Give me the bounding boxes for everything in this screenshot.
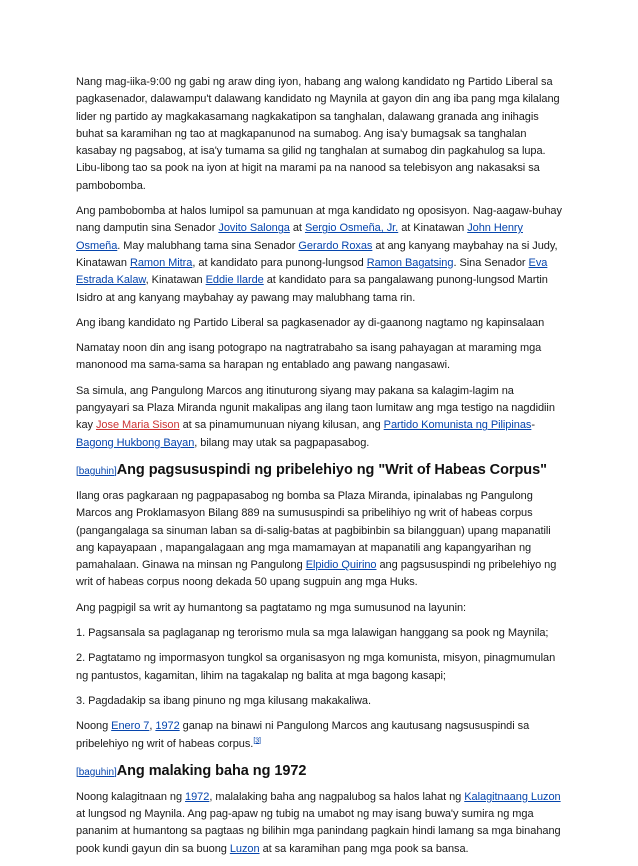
paragraph-photographer: Namatay noon din ang isang potograpo na nagtratrabaho sa isang pahayagan at maraming mga manonood ma sama-sama sa harapan ng entablado ang pawang nangasawi. <box>76 342 542 372</box>
link-gerardo-roxas[interactable]: Gerardo Roxas <box>298 239 373 252</box>
reference-link[interactable]: [3] <box>253 736 261 744</box>
link-luzon[interactable]: Luzon <box>229 842 260 855</box>
paragraph-writ-restored: Noong Enero 7, 1972 ganap na binawi ni Pangulong Marcos ang kautusang nagsususpindi sa pribelehiyo ng writ of habeas corpus.[3] <box>76 720 530 750</box>
paragraph-bombing-scene: Nang mag-iika-9:00 ng gabi ng araw ding iyon, habang ang walong kandidato ng Partido Liberal sa pagkasenador, dalawampu't dalawang kandidato ng Maynila at gayon din ang iba pang mga kilalang lider ng partido ay magkakasamang nagkakatipon sa tanghalan, dalawang granada ang inihagis buhat sa karamihan ng tao at magkapanunod na sumabog. Ang isa'y bumagsak sa tanghalan kasabay ng pagsabog, at isa'y tumama sa gilid ng tanghalan at sumabog din pagkahulog sa lupa. Libu-libong tao sa pook na iyon at higit na marami pa na nanood sa telebisyon ang nakasaksi sa pambobomba. <box>76 76 560 192</box>
link-enero-7[interactable]: Enero 7 <box>111 720 150 733</box>
paragraph-flood: Noong kalagitnaan ng 1972, malalaking baha ang nagpalubog sa halos lahat ng Kalagitnaang Luzon at lungsod ng Maynila. Ang pag-apaw ng tubig na umabot ng may isang buwa'y sumira ng mga pananim at humantong sa pagtaas ng bilihin mga panindang pagkain hindi lamang sa mga binahang pook kundi gayun din sa buong Luzon at sa karamihan pang mga pook sa bansa. <box>76 790 561 855</box>
section-heading-habeas-corpus <box>76 460 566 482</box>
link-bagong-hukbong-bayan[interactable]: Bagong Hukbong Bayan <box>76 436 195 449</box>
paragraph-casualties: Ang pambobomba at halos lumipol sa pamunuan at mga kandidato ng oposisyon. Nag-aagaw-buhay nang damputin sina Senador Jovito Salonga at Sergio Osmeña, Jr. at Kinatawan John Henry Osmeña. May malubhang tama sina Senador Gerardo Roxas at ang kanyang maybahay na si Judy, Kinatawan Ramon Mitra, at kandidato para punong-lungsod Ramon Bagatsing. Sina Senador Eva Estrada Kalaw, Kinatawan Eddie Ilarde at kandidato para sa pangalawang punong-lungsod Martin Isidro at ang kanyang maybahay ay pawang may malubhang tama rin. <box>76 205 562 304</box>
link-jose-maria-sison[interactable]: Jose Maria Sison <box>95 419 180 432</box>
section-title: Ang pagsususpindi ng pribelehiyo ng "Writ of Habeas Corpus" <box>116 461 547 478</box>
paragraph-proclamation: Ilang oras pagkaraan ng pagpapasabog ng bomba sa Plaza Miranda, ipinalabas ng Pangulong Marcos ang Proklamasyon Bilang 889 na sumususpindi sa pribelihiyo ng writ of habeas corpus (pangangalaga sa sinuman laban sa di-salig-batas at pagbibinbin sa bilangguan) upang mapanatili ang kapayapaan , mapangalagaan ang mga mamamayan at mapanatili ang kapangyarihan ng pamahalaan. Ginawa na minsan ng Pangulong Elpidio Quirino ang pagsususpindi ng pribelehiyo ng writ of habeas corpus noong dekada 50 upang sugpuin ang mga Huks. <box>76 489 557 589</box>
link-1972-flood[interactable]: 1972 <box>185 790 210 803</box>
paragraph-objectives-intro: Ang pagpigil sa writ ay humantong sa pagtatamo ng mga sumusunod na layunin: <box>76 601 467 614</box>
paragraph-blame: Sa simula, ang Pangulong Marcos ang itinuturong siyang may pakana sa kalagim-lagim na pangyayari sa Plaza Miranda ngunit makalipas ang ilang taon lumitaw ang mga testigo na nagdidiin kay Jose Maria Sison at sa pinamumunuan niyang kilusan, ang Partido Komunista ng Pilipinas- Bagong Hukbong Bayan, bilang may utak sa pagpapasabog. <box>76 384 555 449</box>
section-heading-flood <box>76 761 566 783</box>
link-partido-komunista[interactable]: Partido Komunista ng Pilipinas <box>383 419 532 432</box>
link-john-henry-osmena[interactable]: John Henry Osmeña <box>76 222 523 252</box>
link-ramon-bagatsing[interactable]: Ramon Bagatsing <box>366 256 454 269</box>
edit-link[interactable]: [baguhin] <box>76 766 117 778</box>
edit-link[interactable]: [baguhin] <box>76 465 117 477</box>
list-item-objective-1: 1. Pagsansala sa paglaganap ng terorismo mula sa mga lalawigan hanggang sa pook ng Maynila; <box>76 627 549 640</box>
list-item-objective-2: 2. Pagtatamo ng impormasyon tungkol sa organisasyon ng mga komunista, misyon, pinagmumulan ng pantustos, kagamitan, lihim na tagakalap ng balita at mga bagong kasapi; <box>76 652 556 682</box>
link-elpidio-quirino[interactable]: Elpidio Quirino <box>305 559 377 572</box>
link-eva-estrada-kalaw[interactable]: Eva Estrada Kalaw <box>76 256 548 287</box>
link-1972[interactable]: 1972 <box>155 720 180 733</box>
link-sergio-osmena-jr[interactable]: Sergio Osmeña, Jr. <box>304 222 399 235</box>
section-title: Ang malaking baha ng 1972 <box>116 762 307 779</box>
paragraph-other-candidates: Ang ibang kandidato ng Partido Liberal sa pagkasenador ay di-gaanong nagtamo ng kapinsalaan <box>76 316 545 329</box>
link-ramon-mitra[interactable]: Ramon Mitra <box>129 256 193 269</box>
list-item-objective-3: 3. Pagdadakip sa ibang pinuno ng mga kilusang makakaliwa. <box>76 694 371 707</box>
link-kalagitnaang-luzon[interactable]: Kalagitnaang Luzon <box>464 790 561 803</box>
link-eddie-ilarde[interactable]: Eddie Ilarde <box>205 274 264 287</box>
link-jovito-salonga[interactable]: Jovito Salonga <box>218 222 290 235</box>
article-body <box>76 74 566 866</box>
